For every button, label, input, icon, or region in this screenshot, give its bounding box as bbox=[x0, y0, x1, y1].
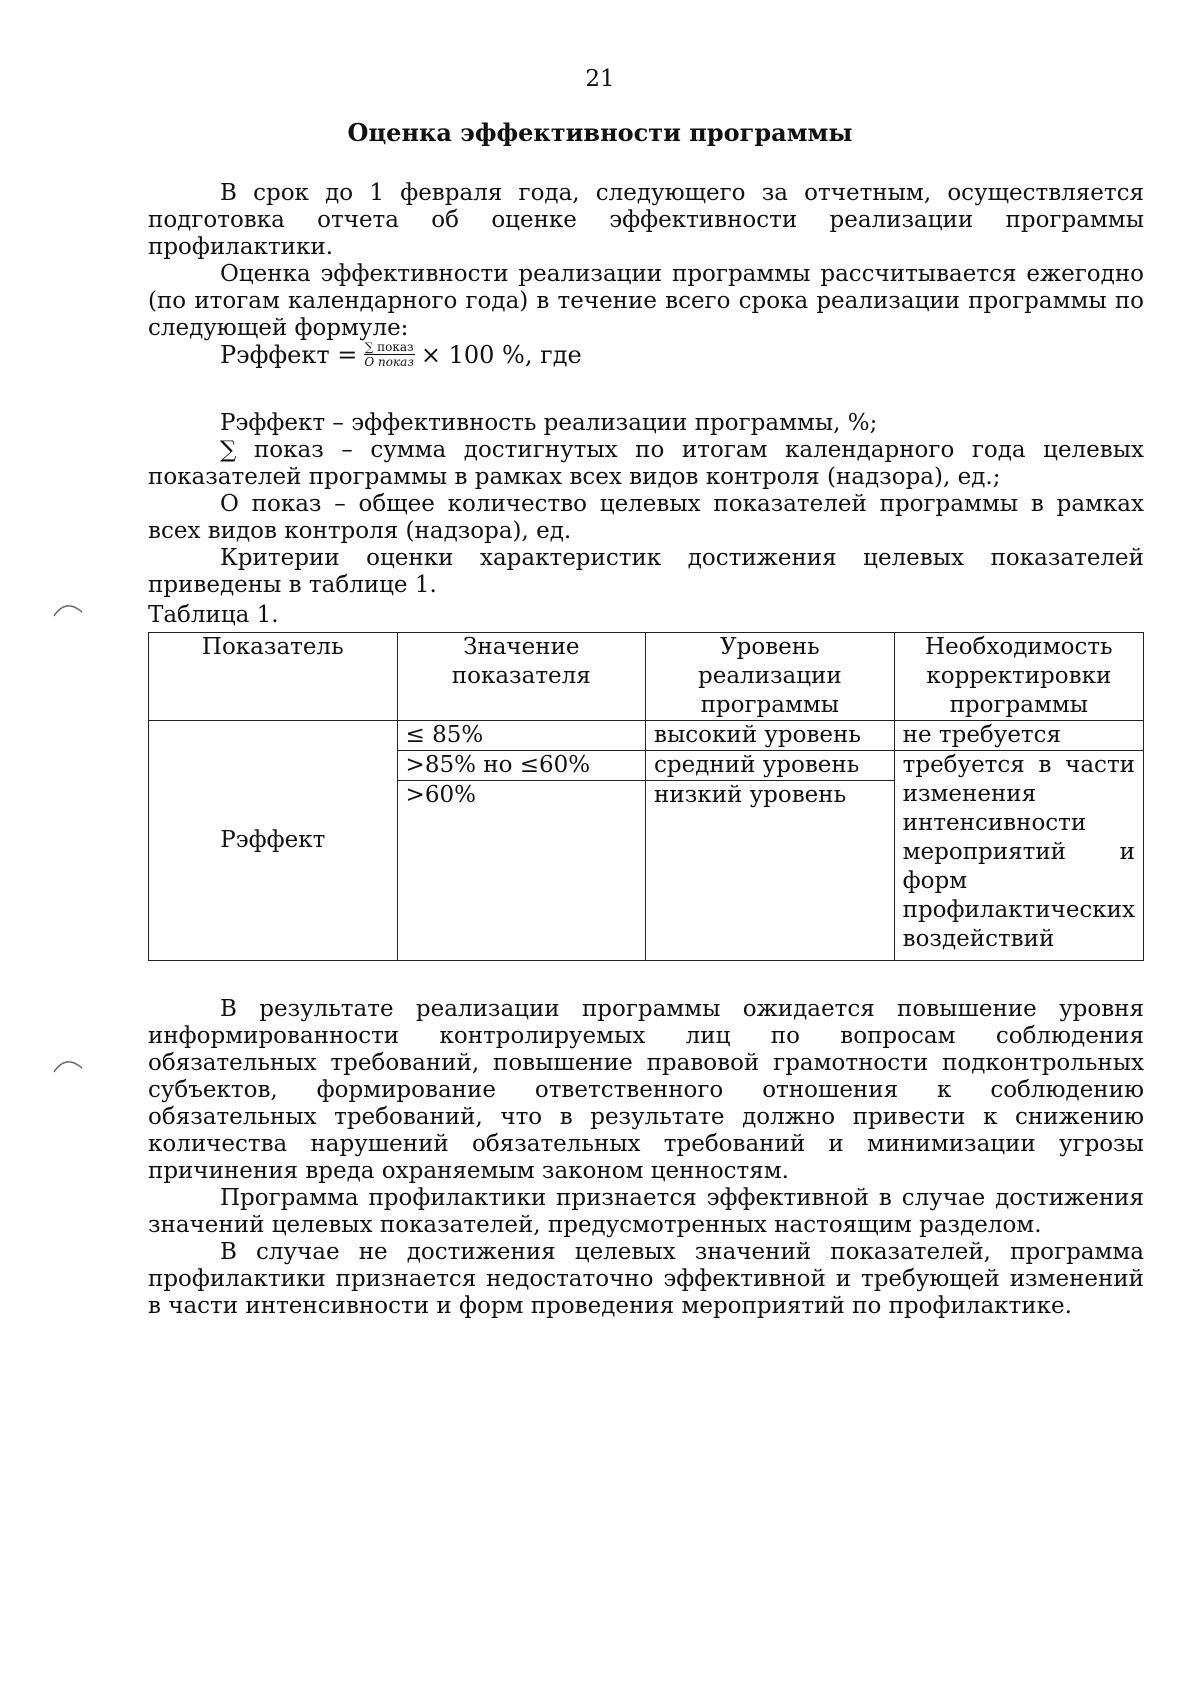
definition-2: ∑ показ – сумма достигнутых по итогам календарного года целевых показателей программы в рамках всех видов контроля (надзора), ед.; bbox=[148, 437, 1144, 490]
header-value: Значение показателя bbox=[397, 633, 646, 721]
formula-rhs: × 100 %, где bbox=[420, 340, 582, 369]
correction-cell: не требуется bbox=[894, 721, 1143, 751]
criteria-table bbox=[148, 632, 1144, 961]
value-cell: >85% но ≤60% bbox=[397, 751, 646, 781]
definition-1: Рэффект – эффективность реализации программы, %; bbox=[220, 410, 878, 436]
formula-denominator: О показ bbox=[364, 355, 414, 369]
efficiency-formula bbox=[220, 340, 582, 369]
header-indicator: Показатель bbox=[149, 633, 398, 721]
header-correction: Необходимость корректировки программы bbox=[894, 633, 1143, 721]
level-cell: средний уровень bbox=[646, 751, 895, 781]
conclusion-paragraph-1: В результате реализации программы ожидается повышение уровня информированности контролируемых лиц по вопросам соблюдения обязательных требований, повышение правовой грамотности подконтрольных субъектов, формирование ответственного отношения к соблюдению обязательных требований, что в результате должно привести к снижению количества нарушений обязательных требований и минимизации угрозы причинения вреда охраняемым законом ценностям. bbox=[148, 996, 1144, 1184]
value-cell: ≤ 85% bbox=[397, 721, 646, 751]
formula-numerator: ∑ показ bbox=[364, 340, 414, 354]
page-number: 21 bbox=[585, 66, 615, 92]
conclusion-section bbox=[148, 996, 1144, 1320]
intro-section bbox=[148, 180, 1144, 342]
scan-hole-mark bbox=[52, 598, 84, 618]
conclusion-paragraph-2: Программа профилактики признается эффективной в случае достижения значений целевых показателей, предусмотренных настоящим разделом. bbox=[148, 1185, 1144, 1238]
header-level: Уровень реализации программы bbox=[646, 633, 895, 721]
table-row bbox=[149, 721, 1144, 751]
intro-paragraph-1: В срок до 1 февраля года, следующего за отчетным, осуществляется подготовка отчета об оценке эффективности реализации программы профилактики. bbox=[148, 180, 1144, 260]
level-cell: высокий уровень bbox=[646, 721, 895, 751]
correction-cell: требуется в части изменения интенсивности мероприятий и форм профилактических воздействий bbox=[894, 751, 1143, 961]
page-title: Оценка эффективности программы bbox=[347, 118, 853, 147]
intro-paragraph-2: Оценка эффективности реализации программы рассчитывается ежегодно (по итогам календарного года) в течение всего срока реализации программы по следующей формуле: bbox=[148, 261, 1144, 341]
table-caption: Таблица 1. bbox=[148, 602, 279, 628]
indicator-cell: Рэффект bbox=[149, 721, 398, 961]
level-cell: низкий уровень bbox=[646, 781, 895, 961]
value-cell: >60% bbox=[397, 781, 646, 961]
formula-lhs: Рэффект = bbox=[220, 340, 358, 369]
table-header-row bbox=[149, 633, 1144, 721]
conclusion-paragraph-3: В случае не достижения целевых значений показателей, программа профилактики признается недостаточно эффективной и требующей изменений в части интенсивности и форм проведения мероприятий по профилактике. bbox=[148, 1239, 1144, 1319]
definitions-section bbox=[148, 410, 1144, 599]
scan-hole-mark bbox=[52, 1054, 84, 1074]
definition-4: Критерии оценки характеристик достижения целевых показателей приведены в таблице 1. bbox=[148, 545, 1144, 598]
definition-3: О показ – общее количество целевых показателей программы в рамках всех видов контроля (надзора), ед. bbox=[148, 491, 1144, 544]
formula-fraction bbox=[363, 340, 414, 369]
